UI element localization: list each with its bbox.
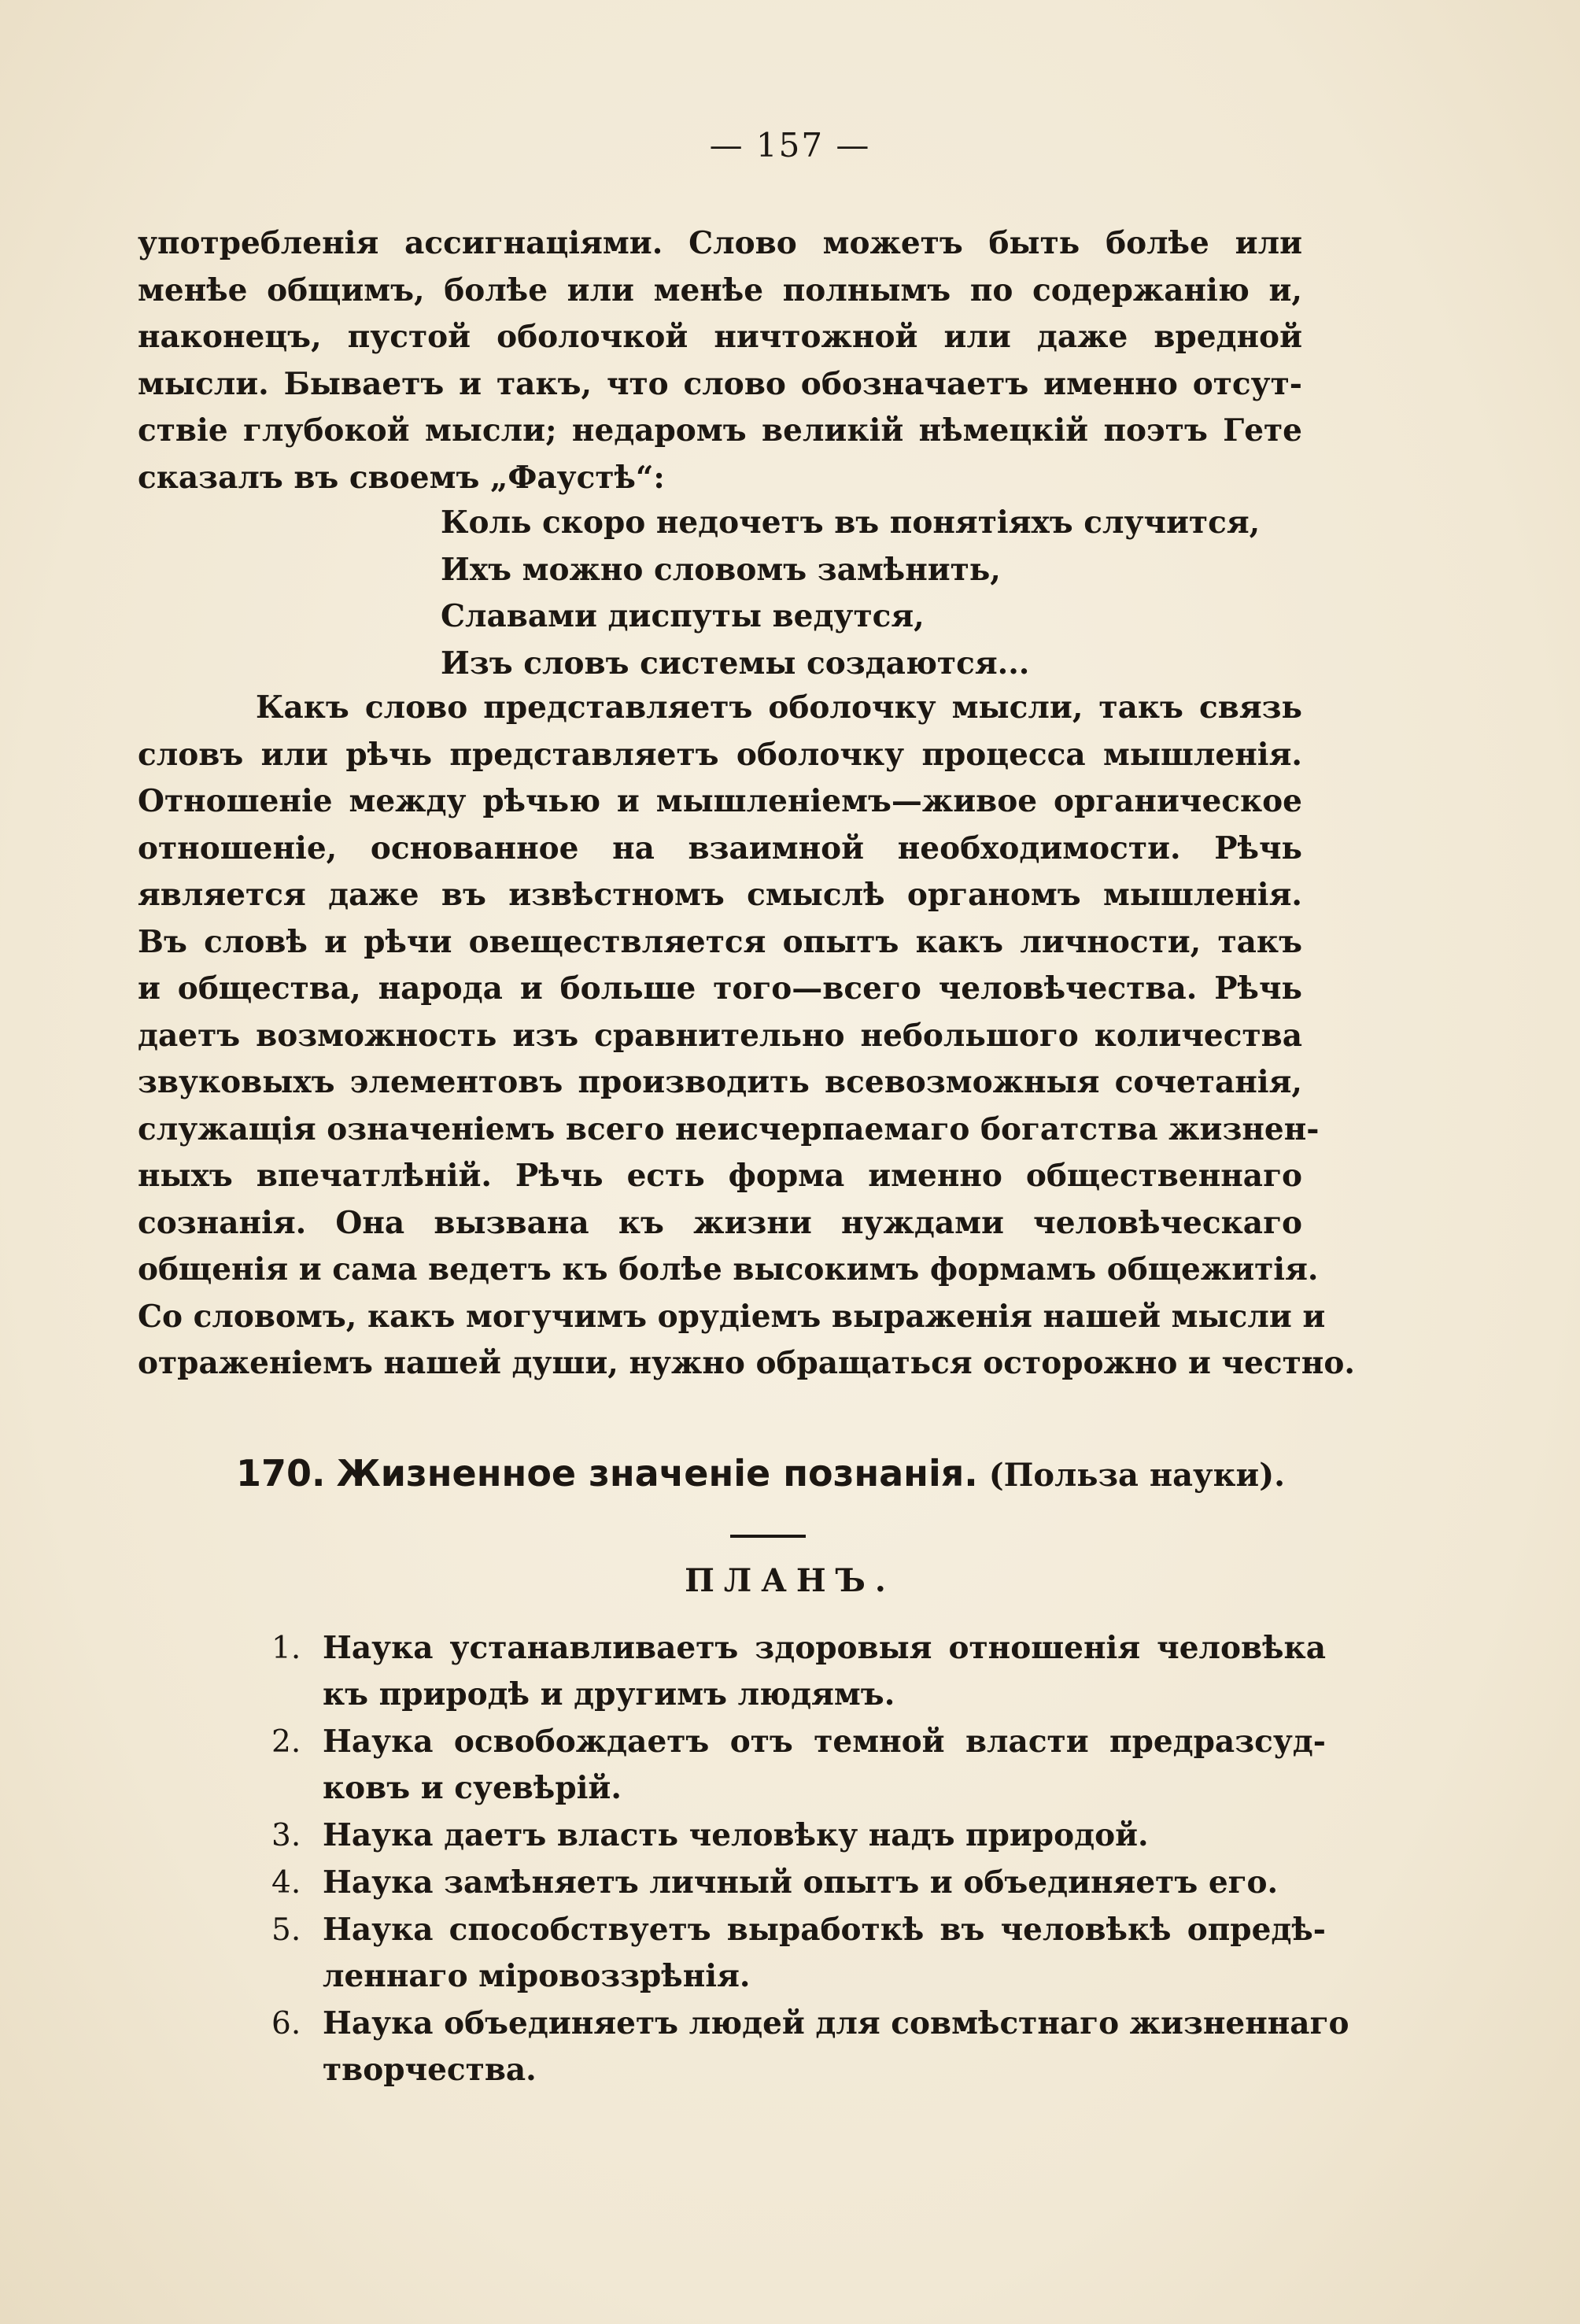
text-line: отношеніе, основанное на взаимной необходимости. Рѣчь [138,829,1302,866]
list-item-text: леннаго міровоззрѣнія. [323,1958,751,1994]
text-line: ствіе глубокой мысли; недаромъ великій нѣмецкій поэтъ Гете [138,412,1302,449]
text-line: словъ или рѣчь представляетъ оболочку процесса мышленія. [138,736,1302,773]
text-line: Со словомъ, какъ могучимъ орудіемъ выраженія нашей мысли и [138,1298,1326,1335]
section-subtitle: (Польза науки). [988,1457,1286,1494]
text-line: наконецъ, пустой оболочкой ничтожной или даже вредной [138,319,1302,355]
text-line: общенія и сама ведетъ къ болѣе высокимъ формамъ общежитія. [138,1251,1319,1288]
text-line: употребленія ассигнаціями. Слово можетъ быть болѣе или [138,225,1302,261]
list-item-number: 4. [271,1865,301,1901]
text-line: Въ словѣ и рѣчи овеществляется опытъ какъ личности, такъ [138,923,1302,960]
list-item-text: Наука устанавливаетъ здоровыя отношенія человѣка [323,1630,1326,1666]
list-item [271,1907,1326,2000]
paragraph-2 [138,685,1355,1387]
text-line: звуковыхъ элементовъ производить всевозможныя сочетанія, [138,1064,1302,1100]
text-line: является даже въ извѣстномъ смыслѣ органомъ мышленія. [138,877,1302,913]
list-item-text: Наука замѣняетъ личный опытъ и объединяетъ его. [323,1864,1279,1901]
list-item [271,2001,1349,2093]
poem-verse: Коль скоро недочетъ въ понятіяхъ случится, [441,504,1261,541]
section-heading [236,1452,1338,1495]
poem-verse: Ихъ можно словомъ замѣнить, [441,551,1001,588]
text-line: и общества, народа и больше того—всего человѣчества. Рѣчь [138,970,1302,1007]
list-item-text: Наука освобождаетъ отъ темной власти предразсуд- [323,1724,1326,1760]
text-line: сказалъ въ своемъ „Фаустѣ“: [138,459,665,496]
text-line: отраженіемъ нашей души, нужно обращаться осторожно и честно. [138,1345,1355,1381]
poem-verse: Славами диспуты ведутся, [441,598,925,634]
page-number: — 157 — [709,126,871,164]
list-item-text: Наука способствуетъ выработкѣ въ человѣкѣ опредѣ- [323,1912,1326,1948]
text-line: мысли. Бываетъ и такъ, что слово обозначаетъ именно отсут- [138,365,1302,402]
list-item-text: творчества. [323,2052,537,2088]
heading-divider [730,1535,806,1538]
text-line: сознанія. Она вызвана къ жизни нуждами человѣческаго [138,1204,1302,1241]
section-number: 170. [236,1452,326,1495]
text-line: даетъ возможность изъ сравнительно небольшого количества [138,1017,1302,1054]
list-item [271,1719,1326,1812]
list-item-number: 6. [271,2006,301,2041]
list-item [271,1860,1326,1906]
plan-list [271,1625,1349,2094]
paragraph-1 [138,220,1302,501]
text-line: менѣе общимъ, болѣе или менѣе полнымъ по содержанію и, [138,272,1302,309]
text-line: Какъ слово представляетъ оболочку мысли, такъ связь [256,689,1302,726]
list-item-text: къ природѣ и другимъ людямъ. [323,1676,895,1713]
list-item-text: Наука объединяетъ людей для совмѣстнаго жизненнаго [323,2005,1349,2041]
section-title: Жизненное значеніе познанія. [336,1452,978,1495]
plan-title: ПЛАНЪ. [685,1562,895,1599]
list-item-text: ковъ и суевѣрій. [323,1770,622,1806]
list-item-number: 3. [271,1818,301,1853]
text-line: Отношеніе между рѣчью и мышленіемъ—живое органическое [138,783,1302,819]
list-item [271,1625,1326,1718]
text-line: служащія означеніемъ всего неисчерпаемаго богатства жизнен- [138,1110,1320,1147]
poem-verse: Изъ словъ системы создаются... [441,645,1030,682]
list-item-text: Наука даетъ власть человѣку надъ природой. [323,1817,1149,1853]
poem-quote [441,500,1260,687]
list-item-number: 5. [271,1912,301,1948]
text-line: ныхъ впечатлѣній. Рѣчь есть форма именно общественнаго [138,1158,1302,1194]
list-item-number: 2. [271,1724,301,1760]
list-item-number: 1. [271,1631,301,1666]
list-item [271,1812,1326,1859]
